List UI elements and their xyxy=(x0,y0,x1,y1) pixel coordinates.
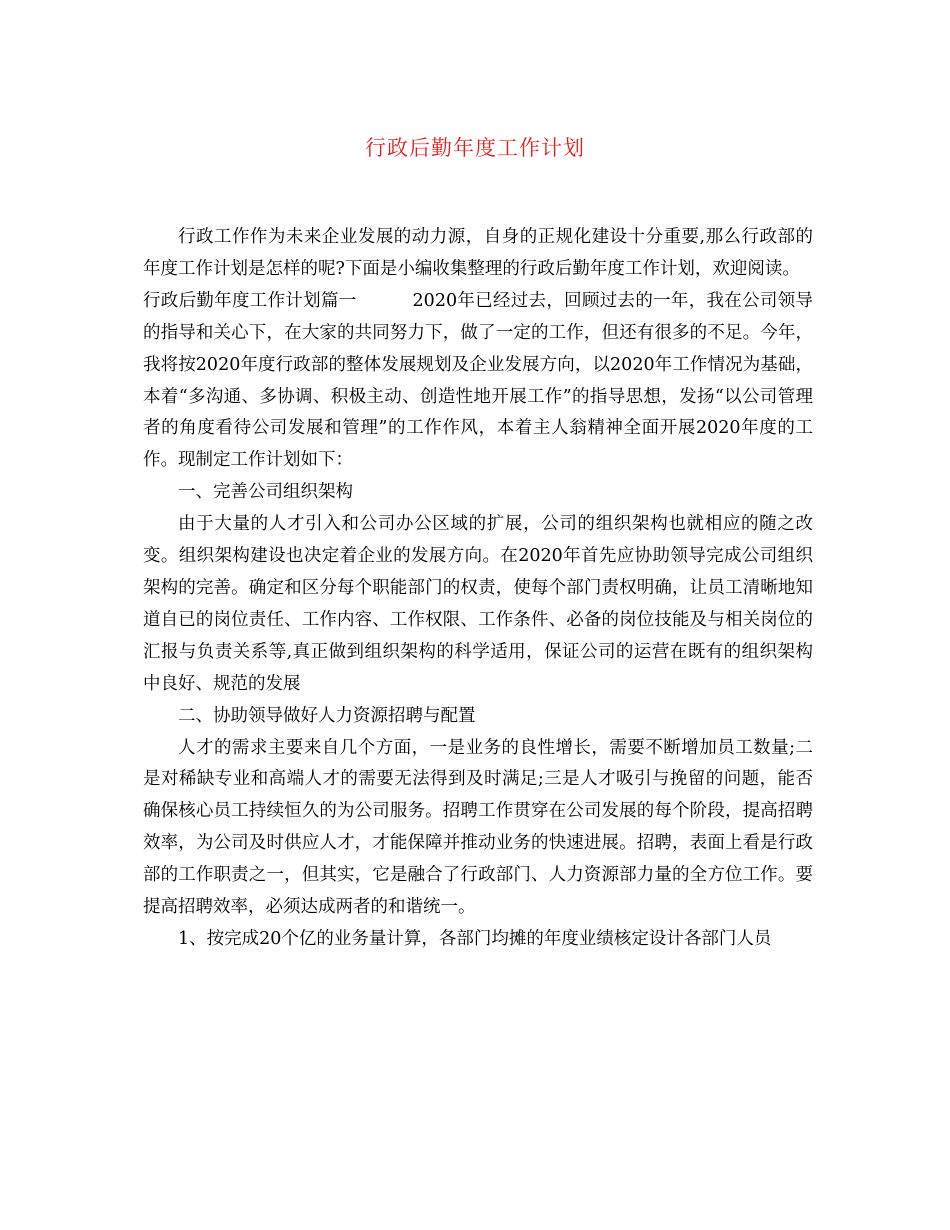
paragraph-2: 人才的需求主要来自几个方面，一是业务的良性增长，需要不断增加员工数量;二是对稀缺专业和高端人才的需要无法得到及时满足;三是人才吸引与挽留的问题，能否确保核心员工持续恒久的为公司服务。招聘工作贯穿在公司发展的每个阶段，提高招聘效率，为公司及时供应人才，才能保障并推动业务的快速进展。招聘，表面上看是行政部的工作职责之一，但其实，它是融合了行政部门、人力资源部力量的全方位工作。要提高招聘效率，必须达成两者的和谐统一。 xyxy=(143,737,813,918)
section-intro: 2020年已经过去，回顾过去的一年，我在公司领导的指导和关心下，在大家的共同努力下，做了一定的工作，但还有很多的不足。今年，我将按2020年度行政部的整体发展规划及企业发展方向，以2020年工作情况为基础，本着“多沟通、多协调、积极主动、创造性地开展工作”的指导思想，发扬“以公司管理者的角度看待公司发展和管理”的工作作风，本着主人翁精神全面开展2020年度的工作。现制定工作计划如下： xyxy=(143,290,813,471)
paragraph-1: 由于大量的人才引入和公司办公区域的扩展，公司的组织架构也就相应的随之改变。组织架构建设也决定着企业的发展方向。在2020年首先应协助领导完成公司组织架构的完善。确定和区分每个职能部门的权责，使每个部门责权明确，让员工清晰地知道自已的岗位责任、工作内容、工作权限、工作条件、必备的岗位技能及与相关岗位的汇报与负责关系等,真正做到组织架构的科学适用，保证公司的运营在既有的组织架构中良好、规范的发展 xyxy=(143,514,813,694)
intro-paragraph: 行政工作作为未来企业发展的动力源，自身的正规化建设十分重要,那么行政部的年度工作计划是怎样的呢?下面是小编收集整理的行政后勤年度工作计划，欢迎阅读。 xyxy=(143,227,813,279)
list-item-1: 1、按完成20个亿的业务量计算，各部门均摊的年度业绩核定设计各部门人员 xyxy=(178,928,772,949)
section-label: 行政后勤年度工作计划篇一 xyxy=(143,290,357,311)
section-paragraph xyxy=(143,286,813,477)
document-body xyxy=(143,222,813,956)
heading-2: 二、协助领导做好人力资源招聘与配置 xyxy=(178,705,476,726)
document-title: 行政后勤年度工作计划 xyxy=(365,136,585,160)
heading-1: 一、完善公司组织架构 xyxy=(178,482,353,503)
